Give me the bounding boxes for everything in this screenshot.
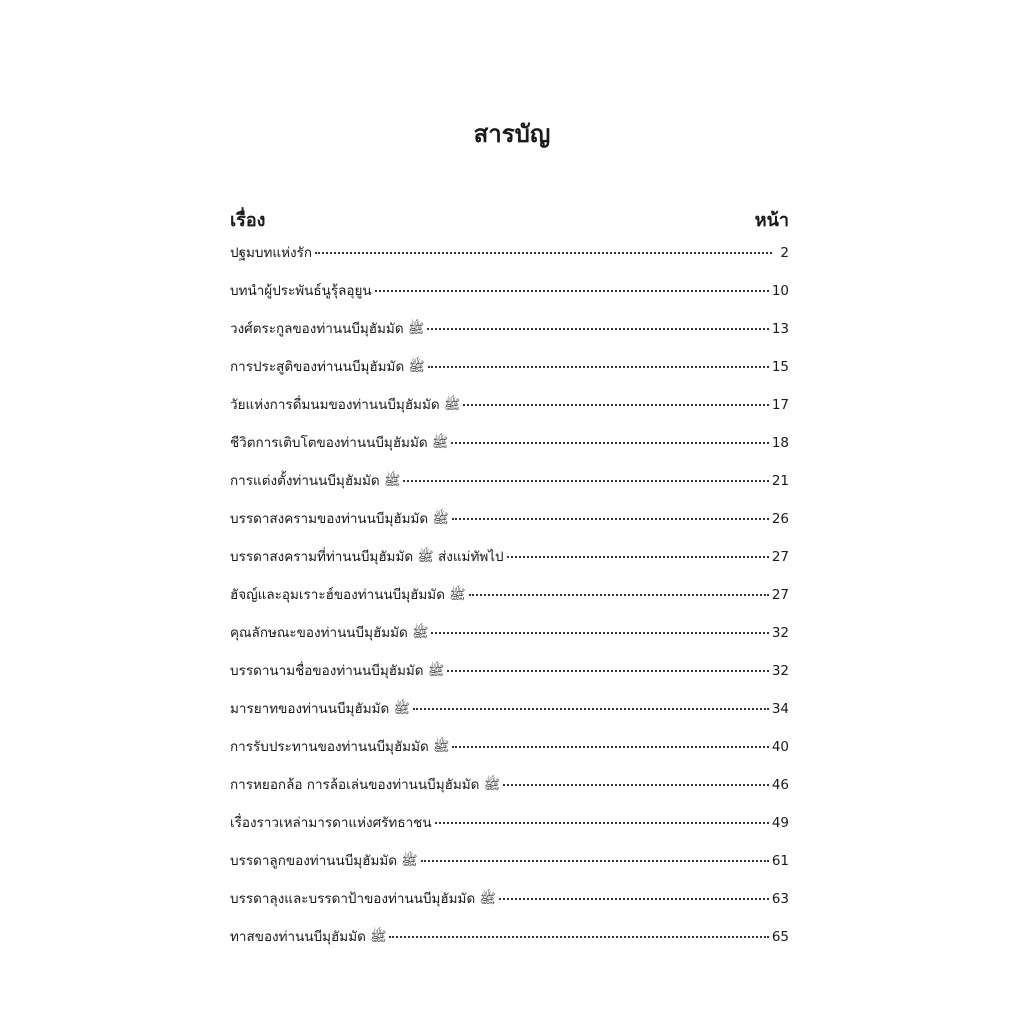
entry-title: การแต่งตั้งท่านนบีมุฮัมมัด ﷺ: [230, 473, 401, 489]
entry-title: ปฐมบทแห่งรัก: [230, 245, 313, 261]
entry-page-number: 26: [771, 511, 789, 527]
entry-title: การหยอกล้อ การล้อเล่นของท่านนบีมุฮัมมัด ﷺ: [230, 777, 501, 793]
entry-title: การประสูติของท่านนบีมุฮัมมัด ﷺ: [230, 359, 425, 375]
entry-page-number: 49: [771, 815, 789, 831]
entry-title: ฮัจญ์และอุมเราะฮ์ของท่านนบีมุฮัมมัด ﷺ: [230, 587, 466, 603]
entry-title: ชีวิตการเติบโตของท่านนบีมุฮัมมัด ﷺ: [230, 435, 449, 451]
dot-leader: [499, 898, 769, 900]
entry-page-number: 21: [771, 473, 789, 489]
dot-leader: [428, 366, 769, 368]
toc-entry: [230, 880, 789, 918]
toc-list: [230, 234, 789, 956]
toc-entry: [230, 652, 789, 690]
entry-page-number: 46: [771, 777, 789, 793]
entry-title: บทนำผู้ประพันธ์นูรุ้ลอุยูน: [230, 283, 372, 299]
entry-page-number: 13: [771, 321, 789, 337]
entry-page-number: 2: [780, 245, 789, 261]
dot-leader: [447, 670, 769, 672]
toc-entry: [230, 842, 789, 880]
toc-entry: [230, 310, 789, 348]
entry-page-number: 15: [771, 359, 789, 375]
toc-entry: [230, 728, 789, 766]
dot-leader: [503, 784, 769, 786]
toc-entry: [230, 918, 789, 956]
entry-page-number: 61: [771, 853, 789, 869]
toc-entry: [230, 462, 789, 500]
entry-page-number: 34: [771, 701, 789, 717]
page-title: สารบัญ: [473, 120, 551, 149]
dot-leader: [389, 936, 768, 938]
dot-leader: [452, 746, 768, 748]
toc-entry: [230, 272, 789, 310]
entry-page-number: 17: [771, 397, 789, 413]
entry-page-number: 40: [771, 739, 789, 755]
entry-title: บรรดาสงครามที่ท่านนบีมุฮัมมัด ﷺ ส่งแม่ทัพไป: [230, 549, 504, 565]
toc-entry: [230, 614, 789, 652]
entry-title: วงศ์ตระกูลของท่านนบีมุฮัมมัด ﷺ: [230, 321, 425, 337]
toc-entry: [230, 424, 789, 462]
dot-leader: [435, 822, 769, 824]
entry-title: คุณลักษณะของท่านนบีมุฮัมมัด ﷺ: [230, 625, 429, 641]
entry-page-number: 10: [771, 283, 789, 299]
dot-leader: [375, 290, 769, 292]
dot-leader: [403, 480, 769, 482]
dot-leader: [507, 556, 769, 558]
entry-page-number: 32: [771, 663, 789, 679]
column-header-topic: เรื่อง: [230, 210, 266, 231]
dot-leader: [413, 708, 769, 710]
dot-leader: [463, 404, 769, 406]
entry-page-number: 27: [771, 549, 789, 565]
toc-entry: [230, 348, 789, 386]
entry-page-number: 18: [771, 435, 789, 451]
entry-title: เรื่องราวเหล่ามารดาแห่งศรัทธาชน: [230, 815, 432, 831]
entry-title: การรับประทานของท่านนบีมุฮัมมัด ﷺ: [230, 739, 450, 755]
entry-page-number: 27: [771, 587, 789, 603]
toc-entry: [230, 538, 789, 576]
dot-leader: [452, 518, 769, 520]
entry-page-number: 32: [771, 625, 789, 641]
dot-leader: [315, 252, 772, 254]
toc-entry: [230, 804, 789, 842]
entry-title: บรรดาลุงและบรรดาป้าของท่านนบีมุฮัมมัด ﷺ: [230, 891, 496, 907]
entry-page-number: 65: [771, 929, 789, 945]
toc-header: [230, 190, 789, 234]
dot-leader: [431, 632, 768, 634]
toc-entry: [230, 576, 789, 614]
column-header-page: หน้า: [754, 210, 789, 231]
dot-leader: [421, 860, 769, 862]
dot-leader: [469, 594, 769, 596]
entry-page-number: 63: [771, 891, 789, 907]
entry-title: บรรดานามชื่อของท่านนบีมุฮัมมัด ﷺ: [230, 663, 445, 679]
dot-leader: [451, 442, 769, 444]
toc-entry: [230, 500, 789, 538]
entry-title: ทาสของท่านนบีมุฮัมมัด ﷺ: [230, 929, 387, 945]
toc-entry: [230, 766, 789, 804]
table-of-contents: [230, 190, 789, 956]
toc-entry: [230, 690, 789, 728]
entry-title: บรรดาลูกของท่านนบีมุฮัมมัด ﷺ: [230, 853, 418, 869]
entry-title: วัยแห่งการดื่มนมของท่านนบีมุฮัมมัด ﷺ: [230, 397, 461, 413]
dot-leader: [427, 328, 769, 330]
toc-entry: [230, 234, 789, 272]
entry-title: บรรดาสงครามของท่านนบีมุฮัมมัด ﷺ: [230, 511, 449, 527]
toc-entry: [230, 386, 789, 424]
entry-title: มารยาทของท่านนบีมุฮัมมัด ﷺ: [230, 701, 410, 717]
